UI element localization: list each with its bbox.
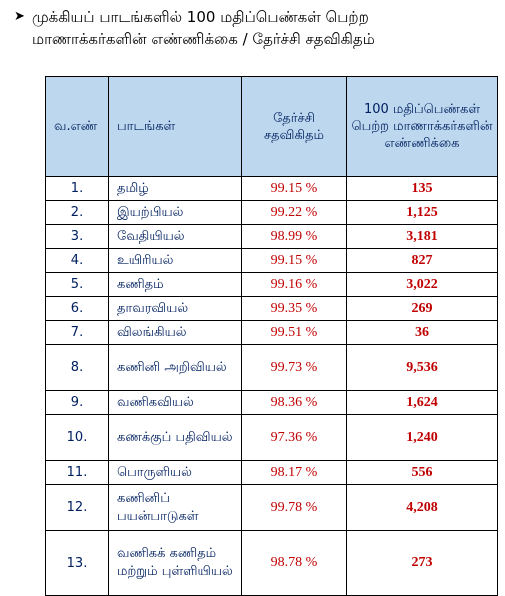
table-row: [46, 531, 498, 596]
header-serial: வ.எண்: [46, 77, 109, 177]
row-subject: கணிதம்: [109, 273, 242, 297]
row-subject: உயிரியல்: [109, 249, 242, 273]
row-serial: 6.: [46, 297, 109, 321]
table-row: [46, 485, 498, 531]
row-pass-percent: 99.73 %: [242, 345, 347, 391]
row-subject: வணிகவியல்: [109, 391, 242, 415]
row-serial: 11.: [46, 461, 109, 485]
row-centum-count: 9,536: [347, 345, 498, 391]
row-centum-count: 556: [347, 461, 498, 485]
row-subject: பொருளியல்: [109, 461, 242, 485]
row-pass-percent: 98.36 %: [242, 391, 347, 415]
row-subject: வணிகக் கணிதம் மற்றும் புள்ளியியல்: [109, 531, 242, 596]
row-pass-percent: 98.78 %: [242, 531, 347, 596]
row-serial: 9.: [46, 391, 109, 415]
row-pass-percent: 99.35 %: [242, 297, 347, 321]
row-centum-count: 1,125: [347, 201, 498, 225]
row-serial: 12.: [46, 485, 109, 531]
row-serial: 8.: [46, 345, 109, 391]
table-row: [46, 249, 498, 273]
row-centum-count: 269: [347, 297, 498, 321]
table-row: [46, 297, 498, 321]
heading: [14, 6, 494, 50]
table-row: [46, 177, 498, 201]
row-serial: 7.: [46, 321, 109, 345]
row-serial: 1.: [46, 177, 109, 201]
row-centum-count: 4,208: [347, 485, 498, 531]
row-pass-percent: 99.51 %: [242, 321, 347, 345]
row-subject: விலங்கியல்: [109, 321, 242, 345]
row-pass-percent: 99.22 %: [242, 201, 347, 225]
table-row: [46, 321, 498, 345]
table-row: [46, 345, 498, 391]
row-pass-percent: 97.36 %: [242, 415, 347, 461]
header-subject: பாடங்கள்: [109, 77, 242, 177]
table-row: [46, 461, 498, 485]
row-centum-count: 36: [347, 321, 498, 345]
table-row: [46, 201, 498, 225]
row-centum-count: 3,022: [347, 273, 498, 297]
row-pass-percent: 99.16 %: [242, 273, 347, 297]
header-centum-count: 100 மதிப்பெண்கள் பெற்ற மாணாக்கர்களின் எண்ணிக்கை: [347, 77, 498, 177]
row-subject: கணக்குப் பதிவியல்: [109, 415, 242, 461]
table-row: [46, 391, 498, 415]
heading-line-1: முக்கியப் பாடங்களில் 100 மதிப்பெண்கள் பெற்ற: [32, 8, 369, 26]
row-serial: 4.: [46, 249, 109, 273]
row-subject: தமிழ்: [109, 177, 242, 201]
row-centum-count: 273: [347, 531, 498, 596]
heading-line-2: மாணாக்கர்களின் எண்ணிக்கை / தேர்ச்சி சதவிகிதம்: [32, 30, 375, 48]
row-pass-percent: 98.17 %: [242, 461, 347, 485]
header-pass-percent: தேர்ச்சி சதவிகிதம்: [242, 77, 347, 177]
row-pass-percent: 99.78 %: [242, 485, 347, 531]
table-header-row: [46, 77, 498, 177]
row-subject: இயற்பியல்: [109, 201, 242, 225]
row-centum-count: 1,624: [347, 391, 498, 415]
row-serial: 13.: [46, 531, 109, 596]
row-subject: தாவரவியல்: [109, 297, 242, 321]
row-serial: 10.: [46, 415, 109, 461]
results-table: [45, 76, 498, 596]
row-pass-percent: 99.15 %: [242, 177, 347, 201]
row-subject: வேதியியல்: [109, 225, 242, 249]
row-centum-count: 3,181: [347, 225, 498, 249]
row-subject: கணினி அறிவியல்: [109, 345, 242, 391]
table-row: [46, 273, 498, 297]
row-centum-count: 135: [347, 177, 498, 201]
arrow-bullet-icon: ➤: [14, 9, 25, 24]
table-row: [46, 225, 498, 249]
row-centum-count: 1,240: [347, 415, 498, 461]
row-serial: 3.: [46, 225, 109, 249]
row-centum-count: 827: [347, 249, 498, 273]
row-pass-percent: 99.15 %: [242, 249, 347, 273]
row-serial: 5.: [46, 273, 109, 297]
row-pass-percent: 98.99 %: [242, 225, 347, 249]
row-serial: 2.: [46, 201, 109, 225]
table-row: [46, 415, 498, 461]
row-subject: கணினிப் பயன்பாடுகள்: [109, 485, 242, 531]
